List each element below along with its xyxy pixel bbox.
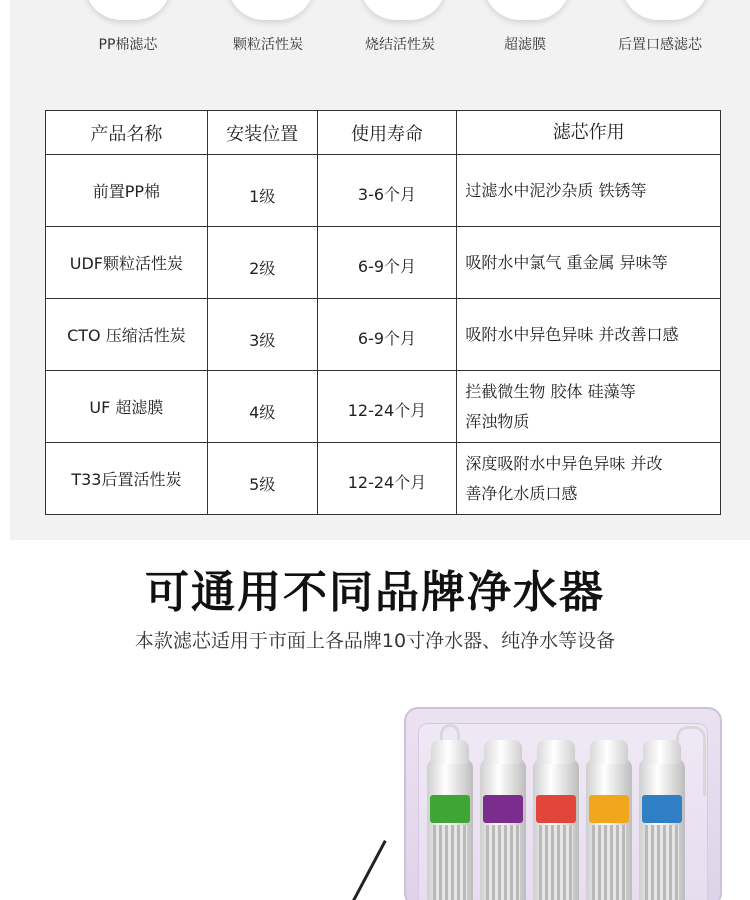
granular-carbon-image	[228, 0, 314, 20]
table-row	[46, 371, 721, 443]
filter-name: PP棉滤芯	[98, 37, 158, 53]
cartridge-label	[430, 795, 470, 823]
column-header: 滤芯作用	[457, 111, 721, 155]
function-line: 拦截微生物 胶体 硅藻等	[465, 381, 636, 401]
filter-cartridge	[533, 740, 579, 900]
cartridge-cap	[643, 740, 681, 764]
table-row	[46, 299, 721, 371]
function-line: 善净化水质口感	[465, 483, 578, 503]
function-line: 过滤水中泥沙杂质 铁锈等	[465, 180, 647, 200]
cartridge-label	[483, 795, 523, 823]
page-headline: 可通用不同品牌净水器	[145, 567, 605, 618]
table-row	[46, 443, 721, 515]
cell-function	[457, 227, 721, 299]
cell-function	[457, 371, 721, 443]
cartridge-core	[592, 825, 626, 900]
filter-name: 后置口感滤芯	[618, 37, 702, 53]
filter-name: 烧结活性炭	[365, 37, 435, 53]
filter-name-row	[10, 34, 750, 58]
function-line: 吸附水中氯气 重金属 异味等	[465, 252, 668, 272]
cartridge-cap	[431, 740, 469, 764]
table-row	[46, 227, 721, 299]
pointer-line	[346, 840, 386, 900]
cell-position: 1级	[207, 155, 317, 227]
cell-name: CTO 压缩活性炭	[46, 299, 208, 371]
column-header: 安装位置	[207, 111, 317, 155]
filter-cartridge	[427, 740, 473, 900]
filter-spec-table	[45, 110, 721, 515]
cartridge-label	[589, 795, 629, 823]
column-header: 使用寿命	[317, 111, 457, 155]
cell-name: UF 超滤膜	[46, 371, 208, 443]
uf-membrane-image	[484, 0, 570, 20]
cartridge-label	[536, 795, 576, 823]
cell-life: 6-9个月	[317, 299, 457, 371]
cell-name: UDF颗粒活性炭	[46, 227, 208, 299]
page-subline: 本款滤芯适用于市面上各品牌10寸净水器、纯净水等设备	[134, 630, 616, 652]
cell-life: 12-24个月	[317, 371, 457, 443]
filter-cartridge	[639, 740, 685, 900]
cartridge-cap	[537, 740, 575, 764]
filter-cartridge	[586, 740, 632, 900]
cell-function	[457, 443, 721, 515]
pp-filter-image	[85, 0, 171, 20]
filter-name: 超滤膜	[504, 37, 546, 53]
function-line: 深度吸附水中异色异味 并改	[465, 453, 663, 473]
cell-position: 5级	[207, 443, 317, 515]
cartridge-cap	[484, 740, 522, 764]
cell-name: T33后置活性炭	[46, 443, 208, 515]
filter-product-images	[10, 0, 750, 24]
function-line: 吸附水中异色异味 并改善口感	[465, 324, 679, 344]
cell-function	[457, 299, 721, 371]
table-header-row	[46, 111, 721, 155]
cell-position: 3级	[207, 299, 317, 371]
post-filter-image	[622, 0, 708, 20]
filter-spec-panel	[10, 0, 750, 540]
function-line: 浑浊物质	[465, 411, 530, 431]
cartridge-core	[486, 825, 520, 900]
cell-position: 4级	[207, 371, 317, 443]
cartridge-label	[642, 795, 682, 823]
cartridge-core	[539, 825, 573, 900]
cell-function	[457, 155, 721, 227]
filter-name: 颗粒活性炭	[233, 37, 303, 53]
filter-cartridge	[480, 740, 526, 900]
cell-life: 3-6个月	[317, 155, 457, 227]
cartridge-cap	[590, 740, 628, 764]
cartridge-core	[645, 825, 679, 900]
table-row	[46, 155, 721, 227]
column-header: 产品名称	[46, 111, 208, 155]
cell-life: 12-24个月	[317, 443, 457, 515]
sintered-carbon-image	[360, 0, 446, 20]
cartridge-core	[433, 825, 467, 900]
cell-name: 前置PP棉	[46, 155, 208, 227]
cell-life: 6-9个月	[317, 227, 457, 299]
cell-position: 2级	[207, 227, 317, 299]
